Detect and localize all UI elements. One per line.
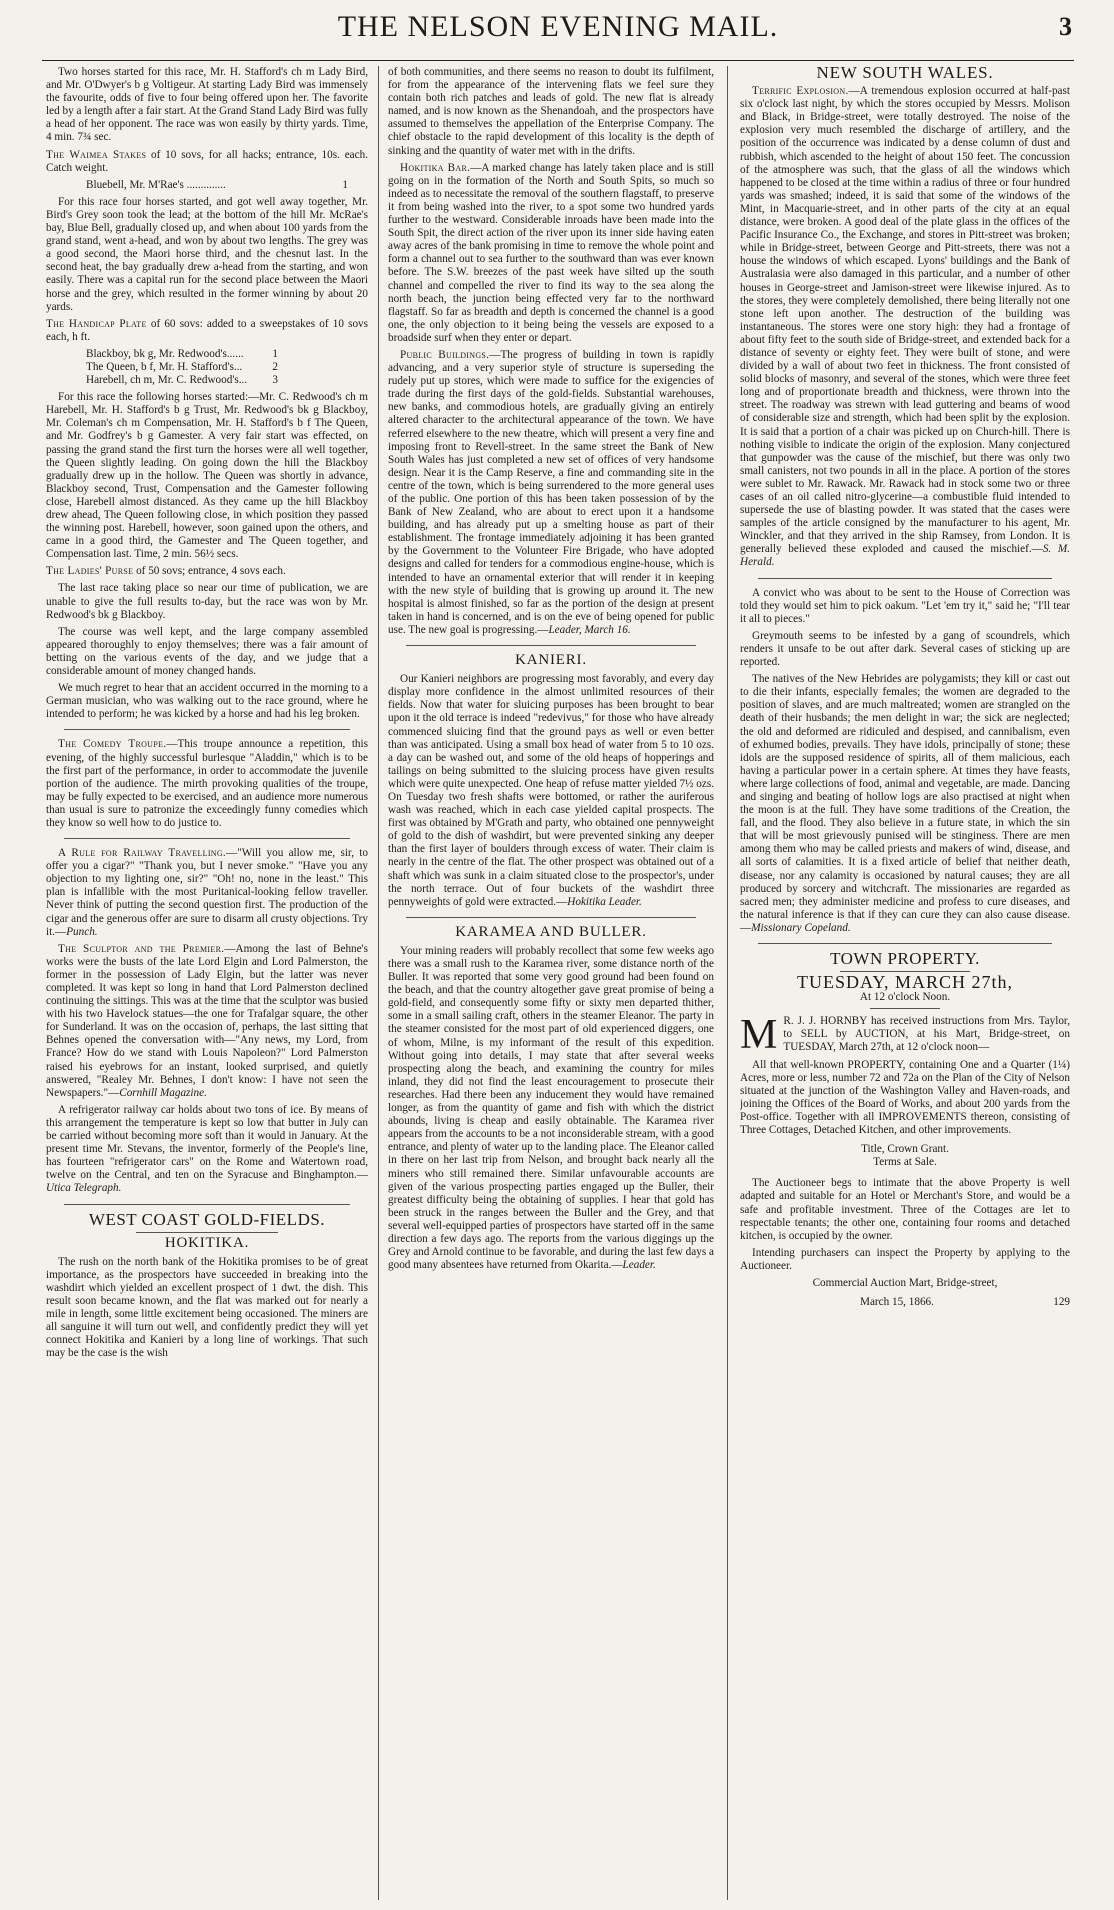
section-divider bbox=[758, 943, 1052, 944]
section-heading: WEST COAST GOLD-FIELDS. bbox=[88, 1209, 326, 1229]
race-results bbox=[86, 348, 368, 387]
article-paragraph: Our Kanieri neighbors are progressing most favorably, and every day display more confidence in the almost unlimited resources of their fields. Now that water for sluicing purposes has been brought to bear upon it the old terrace is indeed "redevivus," for those who have already commenced sluicing find that the ground pays as well or even better than was anticipated. Using a small box head of water from 5 to 10 ozs. a day can be washed out, and some of the old heaps of hopperings and tailings on being submitted to the sluicing process have given results which were quite unexpected. One heap of refuse matter yielded 7½ ozs. On Tuesday two fresh shafts were bottomed, or rather the auriferous wash was reached, which in each case yielded capital prospects. The first was obtained by M'Grath and party, who obtained one pennyweight of gold to the dish of washdirt, but were prevented sinking any deeper than the first layer of boulders through excess of water. Their claim is nearly in the centre of the flat. The other prospect was obtained out of a shaft which was sunk in a claim situated close to the prospector's, under the north terrace. Out of four buckets of the washdirt three pennyweights of gold were extracted.—Hokitika Leader. bbox=[388, 673, 714, 908]
race-results bbox=[86, 179, 368, 192]
masthead-title: THE NELSON EVENING MAIL. bbox=[337, 10, 779, 43]
section-divider bbox=[406, 917, 696, 918]
section-heading: NEW SOUTH WALES. bbox=[816, 66, 994, 82]
drop-cap: M bbox=[740, 1012, 778, 1059]
article-paragraph: A Rule for Railway Travelling.—"Will you allow me, sir, to offer you a cigar?" "Thank you, but I never smoke." "Have you any objection to my lighting one, sir?" "Oh! no, none in the least." This plan is infallible with the most Puritanical-looking fellow traveller. Never think of putting the second question first. The production of the cigar and the generous offer are sure to disarm all crusty objections. Try it.—Punch. bbox=[46, 847, 368, 938]
race-heading: The Waimea Stakes of 10 sovs, for all hacks; entrance, 10s. each. Catch weight. bbox=[46, 148, 368, 174]
inspection-note: Intending purchasers can inspect the Property by applying to the Auctioneer. bbox=[740, 1246, 1070, 1272]
auction-property: All that well-known PROPERTY, containing One and a Quarter (1¼) Acres, more or less, number 72 and 72a on the Plan of the City of Nelson situated at the junction of the Washington Valley and Haven-roads, and joining the Offices of the Board of Works, and about 200 yards from the Post-office. Together with all IMPROVEMENTS thereon, consisting of Three Cottages, Detached Kitchen, and other improvements. bbox=[740, 1058, 1070, 1137]
title-line: Title, Crown Grant. bbox=[861, 1143, 949, 1156]
article-paragraph: A refrigerator railway car holds about two tons of ice. By means of this arrangement the temperature is kept so low that butter in July can be carried without becoming more soft than it would in January. At the present time Mr. Stevans, the inventor, formerly of the People's line, has fourteen "refrigerator cars" on the Rome and Watertown road, twelve on the Central, and ten on the Syracuse and Binghampton.—Utica Telegraph. bbox=[46, 1103, 368, 1195]
section-heading: KARAMEA AND BULLER. bbox=[455, 923, 647, 940]
auction-date: TUESDAY, MARCH 27th, bbox=[796, 972, 1014, 993]
article-paragraph: The rush on the north bank of the Hokitika promises to be of great importance, as the prospectors have succeeded in breaking into the washdirt which yielded an excellent prospect of 1 dwt. the dish. This result soon became known, and the flat was marked out for nearly a mile in length, some little excitement being occasioned. The miners are all sanguine it will turn out well, and confidently predict they will yet connect Hokitika and Kanieri by a long line of workings. That such may be the case is the wish bbox=[46, 1255, 368, 1360]
ad-number: 129 bbox=[1053, 1296, 1070, 1309]
auctioneer-note: The Auctioneer begs to intimate that the above Property is well adapted and suitable for an Hotel or Merchant's Store, and would be a safe and profitable investment. Three of the Cottages are let to respectable tenants; the other one, containing four rooms and detached kitchen, is occupied by the owner. bbox=[740, 1177, 1070, 1242]
section-divider bbox=[406, 645, 696, 646]
column-divider bbox=[378, 66, 379, 1900]
terms-line: Terms at Sale. bbox=[873, 1156, 937, 1169]
article-paragraph: The Sculptor and the Premier.—Among the last of Behne's works were the busts of the late Lord Elgin and Lord Palmerston, the former in the possession of Lady Elgin, but the latter was never completed. It was kept so long in hand that Lord Palmerston declined continuing the sittings. This was at the time that the sculptor was busied with his two Havelock statues—the one for Trafalgar square, the other for Sunderland. It was on the occasion of, perhaps, the last sitting that Behnes opened the conversation with—"Any news, my Lord, from France? How do we stand with Louis Napoleon?" Lord Palmerston raised his eyebrows for an instant, looked surprised, and quietly answered, "Realey Mr. Behnes, I don't know: I have not seen the Newspapers."—Cornhill Magazine. bbox=[46, 942, 368, 1099]
auction-intro: M R. J. J. HORNBY has received instructions from Mrs. Taylor, to SELL by AUCTION, at his Mart, Bridge-street, on TUESDAY, March 27th, at 12 o'clock noon— bbox=[740, 1012, 1070, 1059]
advertisement-heading: TOWN PROPERTY. bbox=[830, 949, 980, 968]
page-number: 3 bbox=[1059, 12, 1072, 41]
article-paragraph: Terrific Explosion.—A tremendous explosion occurred at half-past six o'clock last night, by which the stores occupied by Messrs. Molison and Black, in Bridge-street, were totally destroyed. The noise of the explosion very much resembled the discharge of artillery, and the position of the occurrence was indicated by a dense column of dust and rubbish, which ascended to the height of about 150 feet. The concussion of the atmosphere was such, that the glass of all the windows which happened to be closed at the time within a radius of three or four hundred yards was smashed; indeed, it is said that some of the windows of the Mint, in Macquarie-street, and in other parts of the city at an equal distance, were broken. A good deal of the plate glass in the offices of the Pacific Insurance Co., the Exchange, and stores in Pitt-street was broken; while in Bridge-street, between George and Pitt-streets, there was not a house the windows of which escaped. Lyons' buildings and the Bank of Australasia were also damaged in this particular, and a number of other houses in George-street and Jamison-street were likewise injured. As to the stores, they were completely demolished, there being literally not one stone left upon another. The destruction of the building was instantaneous. The stores were one story high: they had a frontage of about fifty feet to the south side of Bridge-street, and extended back for a distance of seventy or eighty feet. They were built of stone, and were divided by a wall of about two feet in thickness. The front consisted of solid blocks of masonry, and several of the stones, which were three feet long and of proportionate breadth and thickness, were thrown into the street. The roadway was strewn with lead guttering and beams of wood of considerable size and strength, which had been split by the explosion. It is said that a portion of a chair was picked up on Church-hill. There is nothing visible to indicate the origin of the explosion. Many conjectured that gunpowder was the cause of the mischief, but there was only two small canisters, not two pounds in all in the place. A portion of the stores were sublet to Mr. Rawack. Mr. Rawack had in stock some two or three cases of an oil called nitro-glycerine—a combustible fluid intended to supersede the use of blasting powder. It was stated that the cases were samples of the article consigned by the manufacturer to his agent, Mr. Winckler, and that they arrived in the ship Ramsey, from London. It is generally believed these exploded and caused the mischief.—S. M. Herald. bbox=[740, 85, 1070, 569]
race-heading: The Handicap Plate of 60 sovs: added to a sweepstakes of 10 sovs each, h ft. bbox=[46, 317, 368, 343]
section-subheading: HOKITIKA. bbox=[164, 1234, 250, 1251]
article-paragraph: We much regret to hear that an accident occurred in the morning to a German musician, who was walking out to the race ground, where he intended to perform; he was kicked by a horse and had his leg broken. bbox=[46, 682, 368, 721]
mart-address: Commercial Auction Mart, Bridge-street, bbox=[812, 1276, 998, 1289]
ad-footer bbox=[740, 1296, 1070, 1309]
article-paragraph: A convict who was about to be sent to the House of Correction was told they would set him to pick oakum. "Let 'em try it," said he; "I'll tear it all to pieces." bbox=[740, 586, 1070, 625]
race-result-row: Bluebell, Mr. M'Rae's .............. 1 bbox=[86, 178, 348, 191]
section-divider bbox=[870, 1008, 940, 1009]
column-3 bbox=[740, 66, 1070, 1902]
article-paragraph: Hokitika Bar.—A marked change has lately taken place and is still going on in the formation of the North and South Spits, so much so indeed as to necessitate the removal of the southern flagstaff, to preserve it from being washed into the river, to a spot some two hundred yards further to the westward. Considerable inroads have been made into the South Spit, the direct action of the river upon its inner side having eaten away acres of the bank promising in time to remove the whole point and form a channel out to sea further to the southward than was ever known before. The S.W. breezes of the past week have silted up the south channel and compelled the river to find its way to the sea along the north beach, the junction being effected very far to the northward flagstaff. So far as breadth and depth is concerned the channel is a good one, the only objection to it being being the vessels are exposed to a broadside surf when they enter or depart. bbox=[388, 161, 714, 344]
ad-date: March 15, 1866. bbox=[860, 1296, 934, 1309]
article-paragraph: The natives of the New Hebrides are polygamists; they kill or cast out to die their infants, especially females; the women are degraded to the position of slaves, and are much maltreated; women are strangled on the death of their husbands; the men delight in war; the sick are neglected; the old and deformed are ridiculed and despised, and cannibalism, even of exhumed bodies, prevails. They have idols, principally of stone; these idols are the supposed residence of spirits, all of them malicious, each having a particular power in a certain sphere. At times they have feasts, where large collections of food, animal and vegetable, are made. Dancing and singing and beating of hollow logs are also practised at night when the moon is at the full. They have some traditions of the Creation, the fall, and the flood. They also believe in a future state, in which the sin that will be most grievously punised will be stinginess. There are men among them who may be called priests and makers of wind, disease, and all sorts of calamities. It is a fixed article of belief that neither death, disease, nor any calamity is occasioned by natural causes; they are all produced by sorcery and witchcraft. The missionaries are regarded as sacred men; they administer medicine and profess to cure diseases, and the natural inference is that if they can cure they can also cause disease.—Missionary Copeland. bbox=[740, 673, 1070, 934]
column-1 bbox=[46, 66, 368, 1902]
race-heading: The Ladies' Purse of 50 sovs; entrance, 4 sovs each. bbox=[46, 565, 286, 578]
section-divider bbox=[136, 1232, 278, 1233]
column-divider bbox=[727, 66, 728, 1900]
race-result-row: Blackboy, bk g, Mr. Redwood's...... 1 bbox=[86, 347, 278, 360]
article-paragraph: For this race the following horses started:—Mr. C. Redwood's ch m Harebell, Mr. H. Stafford's b g Trust, Mr. Redwood's bk g Blackboy, Mr. Coleman's ch m Compensation, Mr. H. Stafford's b f The Queen, and Mr. Godfrey's b g Gamester. A very fair start was effected, on passing the grand stand the first turn the horses were all well together, the Queen slightly leading. On going down the hill the Blackboy gradually drew up in the hollow. The Queen was shortly in advance, Blackboy second, Trust, Compensation and the Gamester following close, Harebell almost distanced. As they came up the hill Blackboy drew ahead, The Queen following close, in which position they passed the winning post. Harebell, however, soon gained upon the others, and came in a good third, the Gamester and The Queen together, and Compensation last. Time, 2 min. 56½ secs. bbox=[46, 391, 368, 561]
race-result-row: Harebell, ch m, Mr. C. Redwood's... 3 bbox=[86, 374, 278, 387]
article-paragraph: Two horses started for this race, Mr. H. Stafford's ch m Lady Bird, and Mr. O'Dwyer's b g Voltigeur. At starting Lady Bird was immensely the favourite, odds of five to four being offered upon her. The favorite led by a length after a fair start. At the Grand Stand Lady Bird was fully a head of her opponent. The race was won easily by thirty yards. Time, 4 min. 7¾ sec. bbox=[46, 66, 368, 144]
auction-time: At 12 o'clock Noon. bbox=[859, 991, 951, 1004]
article-paragraph: For this race four horses started, and got well away together, Mr. Bird's Grey soon took the lead; at the bottom of the hill Mr. McRae's bay, Blue Bell, gradually closed up, and when about 100 yards from the grand stand, went a-head, and won by about two lengths. The grey was a good second, the Maori horse third, and the chesnut last. In the second heat, the bay gradually drew a-head from the starting, and won easily. There was a capital run for the second place between the Maori horse and the grey, which resulted in the former winning by about 20 yards. bbox=[46, 195, 368, 313]
article-paragraph: The course was well kept, and the large company assembled appeared thoroughly to enjoy themselves; there was a fair amount of betting on the various events of the day, and we judge that a considerable amount of money changed hands. bbox=[46, 625, 368, 678]
section-divider bbox=[758, 578, 1052, 579]
article-paragraph: Greymouth seems to be infested by a gang of scoundrels, which renders it unsafe to be out after dark. Several cases of sticking up are reported. bbox=[740, 629, 1070, 669]
article-paragraph: of both communities, and there seems no reason to doubt its fulfilment, for from the appearance of the intervening flats we feel sure they contain both rich patches and leads of gold. The new flat is already named, and is now known as the Shenandoah, and the prospectors have assumed to themselves the appellation of the Enterprise Company. The chief obstacle to the rapid development of this locality is the depth of sinking and the quantity of water met with in the drifts. bbox=[388, 66, 714, 157]
article-paragraph: Your mining readers will probably recollect that some few weeks ago there was a small rush to the Karamea river, some distance north of the Buller. It was reported that some very good ground had been found on the beach, and that the country altogether gave great promise of being a gold-field, and consequently some fifty or sixty men departed thither, some in a small sailing craft, others in the steamer Eleanor. The party in the steamer consisted for the most part of old experienced diggers, one of whom, Milne, is my informant of the result of this expedition. Without going into details, I may state that after several weeks prospecting along the beach, and examining the country for miles inland, they did not find the least encouragement to prosecute their researches. Had there been any inducement they would have remained longer, as from the quantity of game and fish with which the district abounds, living is cheap and easily obtainable. The Karamea river appears from the accounts to be a not inconsiderable stream, with a good entrance, and plenty of water up to the landing place. The Eleanor called in there on her last trip from Nelson, and brought back nearly all the miners who still remained there. Similar unfavourable accounts are given of the various prospecting parties engaged up the Buller, their greatest difficulty being the obtaining of supplies. I hear that gold has been struck in the ranges between the Buller and the Grey, and that several well-equipped parties of prospectors have started off in the same direction a few days ago. The reports from the various diggings up the Grey and Arnold continue to be favorable, and during the last few days a good many absentees have returned from Okarita.—Leader. bbox=[388, 944, 714, 1272]
section-divider bbox=[64, 729, 350, 730]
masthead bbox=[42, 4, 1074, 61]
section-divider bbox=[64, 838, 350, 839]
section-heading: KANIERI. bbox=[515, 652, 587, 669]
article-paragraph: The Comedy Troupe.—This troupe announce a repetition, this evening, of the highly successful burlesque "Aladdin," which is to be the first part of the performance, in order to accommodate the juvenile portion of the audience. The mirth provoking qualities of the troupe, may be fully expected to be exercised, and an audience more numerous than usual is sure to patronize the exceedingly funny comedies which they know so well how to do justice to. bbox=[46, 738, 368, 829]
column-2 bbox=[388, 66, 714, 1902]
article-paragraph: Public Buildings.—The progress of building in town is rapidly advancing, and a very superior style of structure is superseding the rudely put up stores, which were made to suffice for the exigencies of trade during the first days of the gold-fields. Substantial warehouses, new banks, and commodious hotels, are gradually giving an entirely altered character to the architectural appearance of the town. We have referred elsewhere to the new theatre, which will present a very fine and imposing front to Revell-street. In the same street the Bank of New South Wales has just completed a new set of offices of very handsome design. Near it is the Camp Reserve, a fine and commanding site in the centre of the town, which is being surrendered to the more general uses of the public. One portion of this has been taken possession of by the Bank of New Zealand, who are about to erect upon it a handsome building, and has already put up a smelting house as part of their establishment. The frontage immediately adjoining it has been granted by the Government to the Volunteer Fire Brigade, who have adopted designs and called for tenders for a commodious engine-house, which is intended to have an ornamental exterior that will render it in keeping with the new style of building that is growing up around it. The new hospital is almost finished, so far as the portion of the design at present taken in hand is concerned, and is on the eve of being opened for public use. The new goal is progressing.—Leader, March 16. bbox=[388, 348, 714, 636]
race-result-row: The Queen, b f, Mr. H. Stafford's... 2 bbox=[86, 360, 278, 373]
section-divider bbox=[64, 1204, 350, 1205]
article-paragraph: The last race taking place so near our time of publication, we are unable to give the full results to-day, but the race was won by Mr. Redwood's bk g Blackboy. bbox=[46, 582, 368, 621]
